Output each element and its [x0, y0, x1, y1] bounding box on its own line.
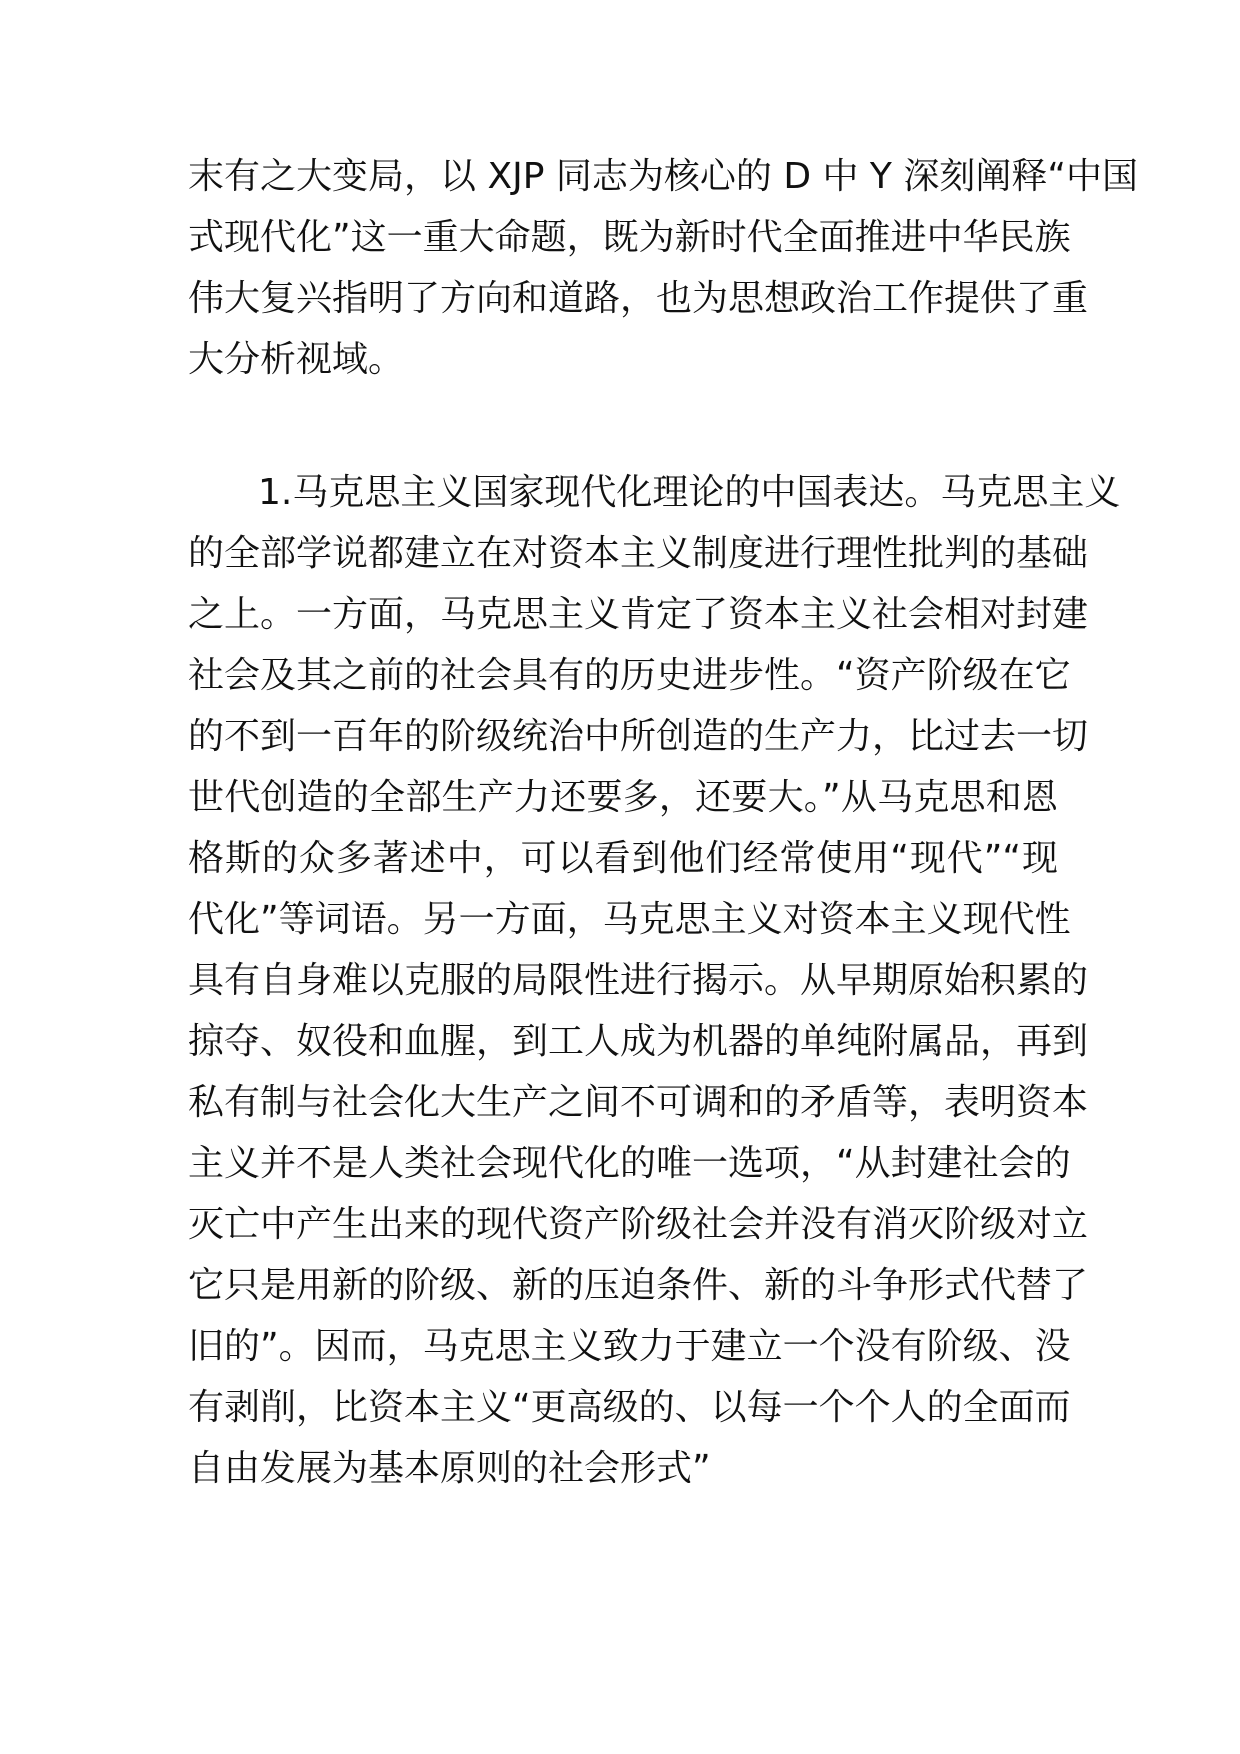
paragraph-2-line-1: 1.马克思主义国家现代化理论的中国表达。马克思主义 [258, 472, 1121, 513]
paragraph-2-line-2: 的全部学说都建立在对资本主义制度进行理性批判的基础 [188, 533, 1089, 574]
paragraph-2-line-13: 灭亡中产生出来的现代资产阶级社会并没有消灭阶级对立 [188, 1204, 1089, 1245]
paragraph-2-line-9: 具有自身难以克服的局限性进行揭示。从早期原始积累的 [188, 960, 1089, 1001]
paragraph-1-line-4: 大分析视域。 [188, 339, 405, 380]
paragraph-2-line-17: 自由发展为基本原则的社会形式” [188, 1448, 711, 1489]
paragraph-2-line-7: 格斯的众多著述中，可以看到他们经常使用“现代”“现 [188, 838, 1058, 879]
paragraph-2-line-4: 社会及其之前的社会具有的历史进步性。“资产阶级在它 [188, 655, 1071, 696]
paragraph-2-line-12: 主义并不是人类社会现代化的唯一选项，“从封建社会的 [188, 1143, 1071, 1184]
paragraph-2-line-15: 旧的”。因而，马克思主义致力于建立一个没有阶级、没 [188, 1326, 1071, 1367]
paragraph-1-line-2: 式现代化”这一重大命题，既为新时代全面推进中华民族 [188, 217, 1071, 258]
paragraph-1-line-3: 伟大复兴指明了方向和道路，也为思想政治工作提供了重 [188, 278, 1089, 319]
paragraph-2-line-6: 世代创造的全部生产力还要多，还要大。”从马克思和恩 [188, 777, 1058, 818]
paragraph-2-line-8: 代化”等词语。另一方面，马克思主义对资本主义现代性 [188, 899, 1071, 940]
paragraph-2-line-14: 它只是用新的阶级、新的压迫条件、新的斗争形式代替了 [188, 1265, 1089, 1306]
paragraph-2-line-5: 的不到一百年的阶级统治中所创造的生产力，比过去一切 [188, 716, 1089, 757]
paragraph-2-line-16: 有剥削，比资本主义“更高级的、以每一个个人的全面而 [188, 1387, 1071, 1428]
paragraph-1-line-1: 末有之大变局，以 XJP 同志为核心的 D 中 Y 深刻阐释“中国 [188, 156, 1139, 197]
paragraph-2-line-10: 掠夺、奴役和血腥，到工人成为机器的单纯附属品，再到 [188, 1021, 1089, 1062]
paragraph-2-line-11: 私有制与社会化大生产之间不可调和的矛盾等，表明资本 [188, 1082, 1089, 1123]
paragraph-2-line-3: 之上。一方面，马克思主义肯定了资本主义社会相对封建 [188, 594, 1089, 635]
